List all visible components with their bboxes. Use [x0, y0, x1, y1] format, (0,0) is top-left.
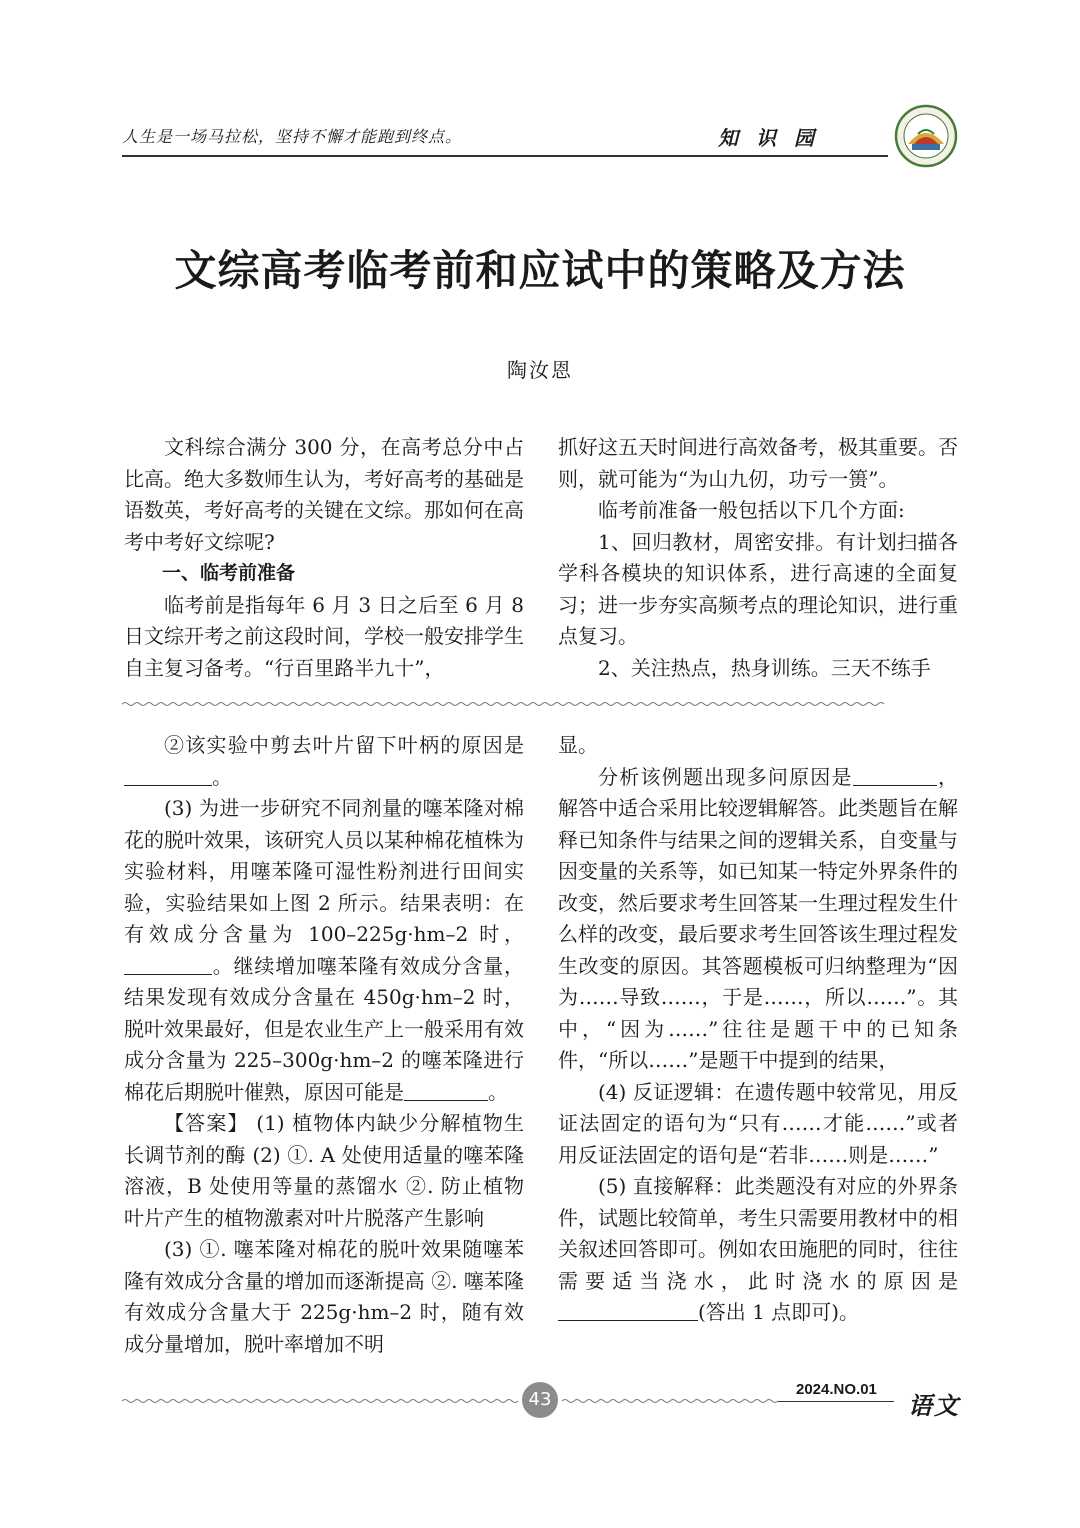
paragraph: 临考前是指每年 6 月 3 日之后至 6 月 8 日文综开考之前这段时间，学校一般安排学生自主复习备考。“行百里路半九十”， [124, 592, 524, 680]
header-divider [122, 155, 888, 157]
text-run: 分析该例题出现多问原因是 [598, 764, 853, 789]
answer-blank [124, 954, 212, 975]
paragraph: (4) 反证逻辑：在遗传题中较常见，用反证法固定的语句为“只有……才能……”或者用反证法固定的语句是“若非……则是……” [558, 1079, 958, 1167]
text-run: (3) 为进一步研究不同剂量的噻苯隆对棉花的脱叶效果，该研究人员以某种棉花植株为实验材料，用噻苯隆可湿性粉剂进行田间实验，实验结果如上图 2 所示。结果表明：在有效成分含量为 100–225g·hm–2 时， [124, 796, 524, 946]
paragraph: 临考前准备一般包括以下几个方面: [598, 498, 905, 522]
footer-wavy-line [562, 1397, 778, 1405]
top-left-column [124, 432, 524, 684]
paragraph: 文科综合满分 300 分，在高考总分中占比高。绝大多数师生认为，考好高考的基础是语数英，考好高考的关键在文综。那如何在高考中考好文综呢? [124, 435, 524, 554]
bottom-right-column [558, 730, 958, 1329]
paragraph: 2、关注热点，热身训练。三天不练手 [598, 655, 931, 680]
paragraph [558, 762, 958, 1077]
school-logo-icon [894, 104, 958, 168]
text-run: (5) 直接解释：此类题没有对应的外界条件，试题比较简单，考生只需要用教材中的相关叙述回答即可。例如农田施肥的同时，往往需要适当浇水，此时浇水的原因是 [558, 1174, 958, 1293]
paragraph [558, 1171, 958, 1329]
bottom-left-column [124, 730, 524, 1360]
paragraph: (3) ①. 噻苯隆对棉花的脱叶效果随噻苯隆有效成分含量的增加而逐渐提高 ②. 噻苯隆有效成分含量大于 225g·hm–2 时，随有效成分量增加，脱叶率增加不明 [124, 1237, 524, 1356]
paragraph: 抓好这五天时间进行高效备考，极其重要。否则，就可能为“为山九仞，功亏一篑”。 [558, 435, 958, 491]
header-motto: 人生是一场马拉松，坚持不懈才能跑到终点。 [122, 127, 463, 146]
text-run: ，解答中适合采用比较逻辑解答。此类题旨在解释已知条件与结果之间的逻辑关系，自变量与因变量的关系等，如已知某一特定外界条件的改变，然后要求考生回答某一生理过程发生什么样的改变，最后要求考生回答该生理过程发生改变的原因。其答题模板可归纳整理为“因为……导致……，于是……，所以……”。其中，“因为……”往往是题干中的已知条件，“所以……”是题干中提到的结果， [558, 764, 959, 1072]
text-run: 。 [212, 764, 232, 789]
paragraph [124, 730, 524, 793]
answer-blank [404, 1080, 488, 1101]
text-run: 。 [488, 1079, 508, 1104]
section-heading: 一、临考前准备 [162, 562, 296, 584]
answer-blank [558, 1300, 698, 1321]
article-author: 陶汝恩 [507, 358, 573, 382]
section-name: 知识园 [718, 126, 832, 150]
paragraph: 1、回归教材，周密安排。有计划扫描各学科各模块的知识体系，进行高速的全面复习；进一步夯实高频考点的理论知识，进行重点复习。 [558, 529, 958, 648]
answer-blank [853, 765, 937, 786]
paragraph [124, 793, 524, 1108]
page-number: 43 [522, 1382, 558, 1418]
text-run: (答出 1 点即可)。 [698, 1300, 860, 1324]
footer-wavy-line [122, 1397, 520, 1405]
wavy-divider [122, 700, 958, 708]
text-run: ②该实验中剪去叶片留下叶柄的原因是 [164, 733, 524, 757]
article-title: 文综高考临考前和应试中的策略及方法 [174, 246, 906, 295]
answer-blank [124, 765, 212, 786]
text-run: 。继续增加噻苯隆有效成分含量，结果发现有效成分含量在 450g·hm–2 时，脱叶效果最好，但是农业生产上一般采用有效成分含量为 225–300g·hm–2 的噻苯隆进行棉花后期脱叶催熟，原因可能是 [124, 953, 524, 1104]
footer-divider [778, 1401, 894, 1402]
paragraph: 显。 [558, 733, 598, 757]
top-right-column [558, 432, 958, 684]
magazine-brand: 语文 [908, 1391, 960, 1420]
paragraph: 【答案】 (1) 植物体内缺少分解植物生长调节剂的酶 (2) ①. A 处使用适量的噻苯隆溶液，B 处使用等量的蒸馏水 ②. 防止植物叶片产生的植物激素对叶片脱落产生影响 [124, 1111, 524, 1230]
issue-number: 2024.NO.01 [796, 1381, 877, 1398]
